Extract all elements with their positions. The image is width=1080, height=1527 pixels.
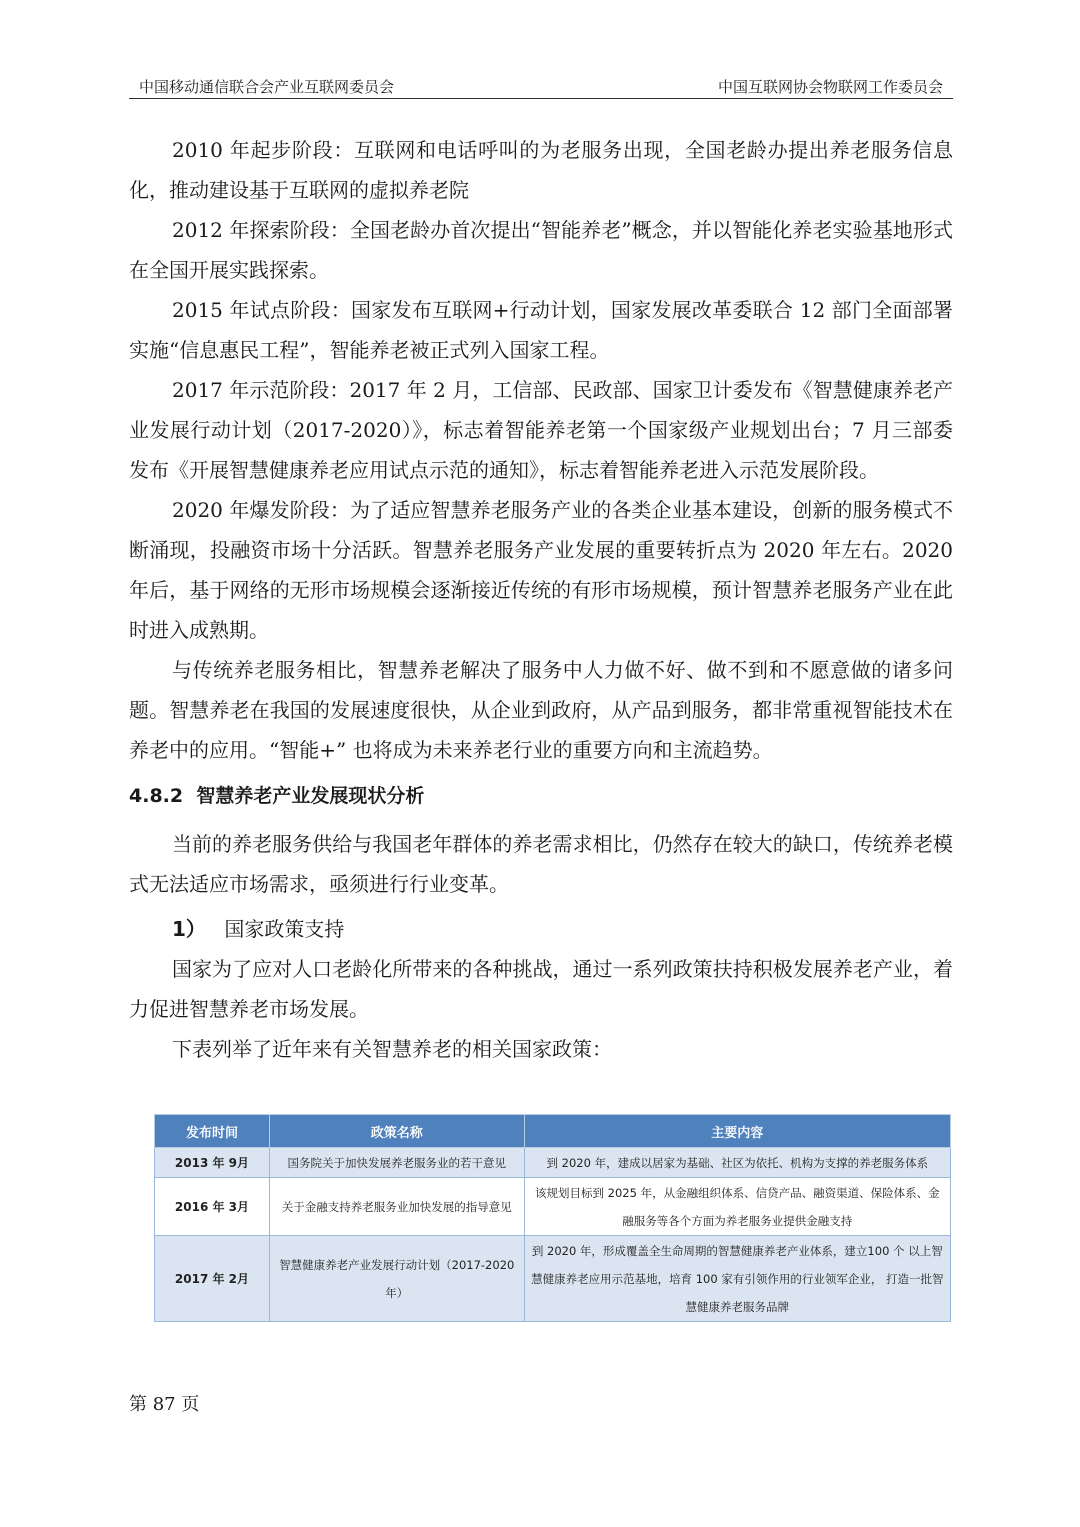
table-row [155, 1148, 951, 1178]
subsection-number: 1） [172, 917, 206, 941]
table-header-cell: 政策名称 [269, 1115, 524, 1148]
table-cell-content: 该规划目标到 2025 年，从金融组织体系、信贷产品、融资渠道、保险体系、金融服务等各个方面为养老服务业提供金融支持 [524, 1178, 950, 1236]
table-cell-date: 2013 年 9月 [155, 1148, 270, 1178]
table-cell-date: 2017 年 2月 [155, 1236, 270, 1322]
table-header-cell: 发布时间 [155, 1115, 270, 1148]
table-cell-name: 智慧健康养老产业发展行动计划（2017-2020 年） [269, 1236, 524, 1322]
section-intro: 当前的养老服务供给与我国老年群体的养老需求相比，仍然存在较大的缺口，传统养老模式无法适应市场需求，亟须进行行业变革。 [129, 832, 953, 896]
table-cell-name: 关于金融支持养老服务业加快发展的指导意见 [269, 1178, 524, 1236]
table-header-row [155, 1115, 951, 1148]
paragraph: 2017 年示范阶段：2017 年 2 月，工信部、民政部、国家卫计委发布《智慧健康养老产业发展行动计划（2017-2020）》，标志着智能养老第一个国家级产业规划出台；7 月三部委发布《开展智慧健康养老应用试点示范的通知》，标志着智能养老进入示范发展阶段。 [129, 378, 953, 482]
page-header [129, 76, 953, 99]
table-cell-date: 2016 年 3月 [155, 1178, 270, 1236]
header-right: 中国互联网协会物联网工作委员会 [717, 78, 943, 96]
table-cell-content: 到 2020 年，建成以居家为基础、社区为依托、机构为支撑的养老服务体系 [524, 1148, 950, 1178]
header-left: 中国移动通信联合会产业互联网委员会 [139, 78, 395, 96]
page-body [129, 130, 953, 1069]
section-number: 4.8.2 [129, 785, 184, 807]
subsection-paragraph: 国家为了应对人口老龄化所带来的各种挑战，通过一系列政策扶持积极发展养老产业，着力促进智慧养老市场发展。 [129, 957, 953, 1021]
paragraph: 2020 年爆发阶段：为了适应智慧养老服务产业的各类企业基本建设，创新的服务模式不断涌现，投融资市场十分活跃。智慧养老服务产业发展的重要转折点为 2020 年左右。2020 年后，基于网络的无形市场规模会逐渐接近传统的有形市场规模，预计智慧养老服务产业在此时进入成熟期。 [129, 498, 953, 642]
page-number: 第 87 页 [129, 1394, 200, 1415]
table-row [155, 1178, 951, 1236]
paragraph: 与传统养老服务相比，智慧养老解决了服务中人力做不好、做不到和不愿意做的诸多问题。智慧养老在我国的发展速度很快，从企业到政府，从产品到服务，都非常重视智能技术在养老中的应用。“智能+” 也将成为未来养老行业的重要方向和主流趋势。 [129, 658, 953, 762]
section-heading [129, 776, 953, 816]
paragraph: 2010 年起步阶段：互联网和电话呼叫的为老服务出现，全国老龄办提出养老服务信息化，推动建设基于互联网的虚拟养老院 [129, 138, 953, 202]
table-cell-name: 国务院关于加快发展养老服务业的若干意见 [269, 1148, 524, 1178]
section-title: 智慧养老产业发展现状分析 [196, 785, 425, 807]
table-row [155, 1236, 951, 1322]
table-header-cell: 主要内容 [524, 1115, 950, 1148]
subsection-title: 国家政策支持 [224, 917, 345, 941]
paragraph: 2012 年探索阶段：全国老龄办首次提出“智能养老”概念，并以智能化养老实验基地形式在全国开展实践探索。 [129, 218, 953, 282]
table-cell-content: 到 2020 年，形成覆盖全生命周期的智慧健康养老产业体系，建立100 个 以上智慧健康养老应用示范基地，培育 100 家有引领作用的行业领军企业， 打造一批智慧健康养老服务品牌 [524, 1236, 950, 1322]
table-intro: 下表列举了近年来有关智慧养老的相关国家政策： [172, 1037, 612, 1061]
policy-table [154, 1114, 951, 1322]
paragraph: 2015 年试点阶段：国家发布互联网+行动计划，国家发展改革委联合 12 部门全面部署实施“信息惠民工程”，智能养老被正式列入国家工程。 [129, 298, 953, 362]
subsection-heading [129, 909, 953, 949]
